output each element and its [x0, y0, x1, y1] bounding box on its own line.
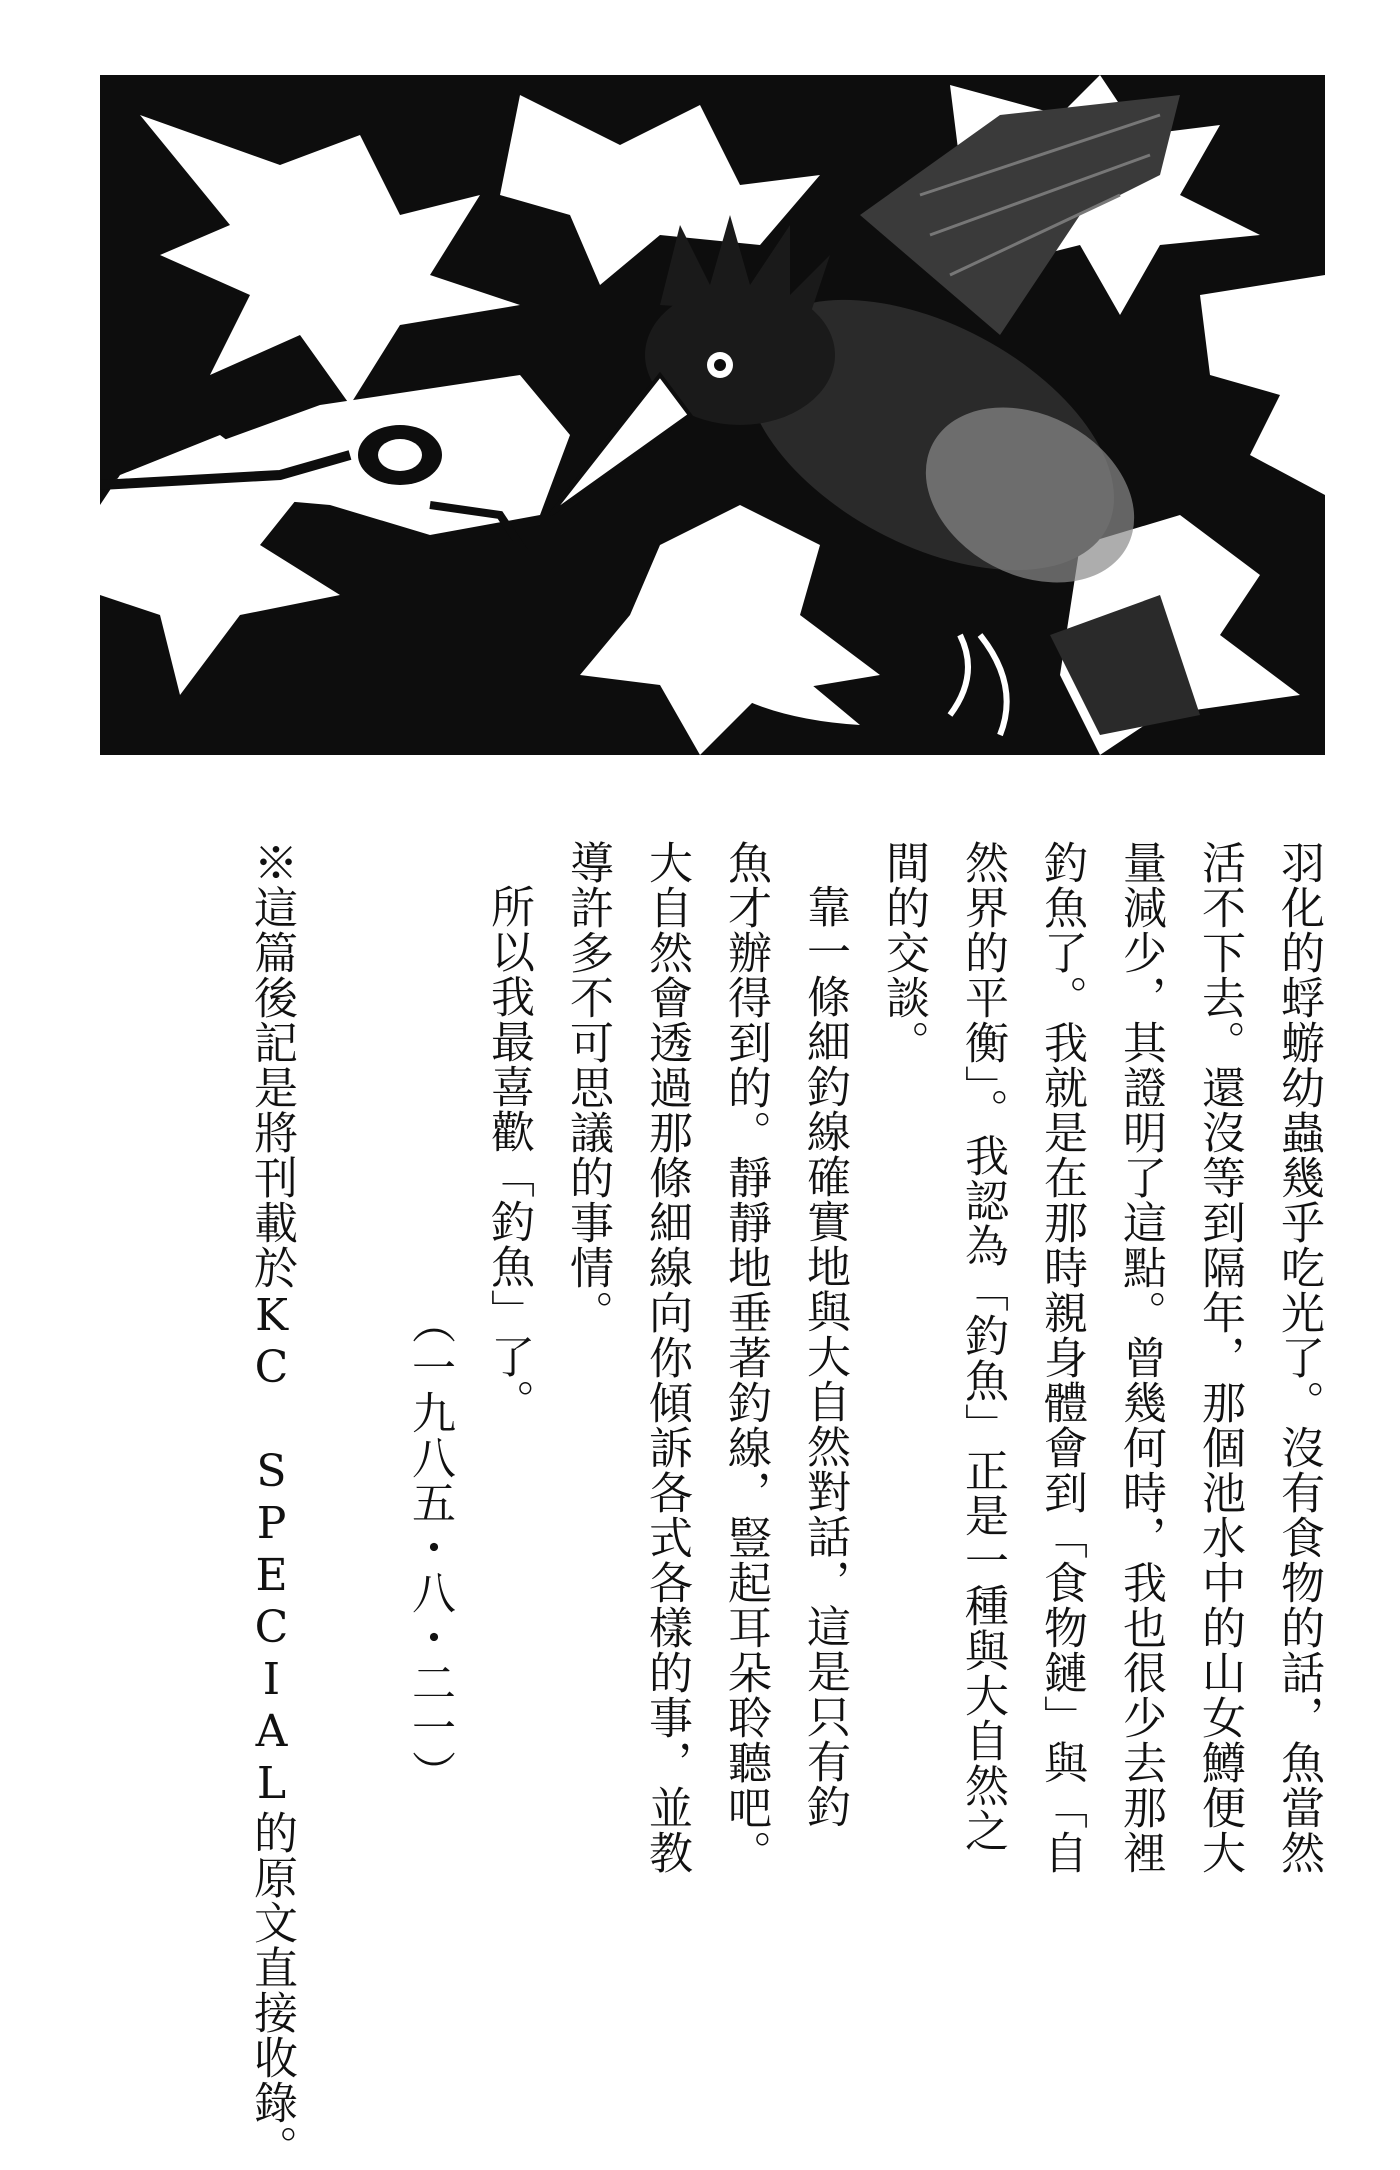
- paragraph-line: 羽化的蜉蝣幼蟲幾乎吃光了。沒有食物的話，魚當然: [1273, 840, 1324, 1875]
- paragraph-line: 活不下去。還沒等到隔年，那個池水中的山女鱒便大: [1194, 840, 1245, 1875]
- editor-note: ※這篇後記是將刊載於KC SPECIAL的原文直接收錄。: [246, 840, 297, 2170]
- paragraph-line: 大自然會透過那條細線向你傾訴各式各樣的事，並教: [641, 840, 692, 1875]
- paragraph-line: 導許多不可思議的事情。: [562, 840, 613, 1335]
- blank-column: [311, 840, 390, 1920]
- kingfisher-illustration: [100, 75, 1325, 755]
- paragraph-line: 釣魚了。我就是在那時親身體會到「食物鏈」與「自: [1036, 840, 1087, 1875]
- afterword-text: [232, 840, 1338, 2170]
- closing-line: 所以我最喜歡「釣魚」了。: [483, 884, 534, 1424]
- date-line: （一九八五・八・二一）: [404, 1300, 455, 1795]
- paragraph-line: 然界的平衡」。我認為「釣魚」正是一種與大自然之: [957, 840, 1008, 1853]
- paragraph-line: 間的交談。: [878, 840, 929, 1065]
- paragraph-line: 靠一條細釣線確實地與大自然對話，這是只有釣: [799, 884, 850, 1829]
- paragraph-line: 量減少，其證明了這點。曾幾何時，我也很少去那裡: [1115, 840, 1166, 1875]
- paragraph-line: 魚才辦得到的。靜靜地垂著釣線，豎起耳朵聆聽吧。: [720, 840, 771, 1875]
- illustration-art: [100, 75, 1325, 755]
